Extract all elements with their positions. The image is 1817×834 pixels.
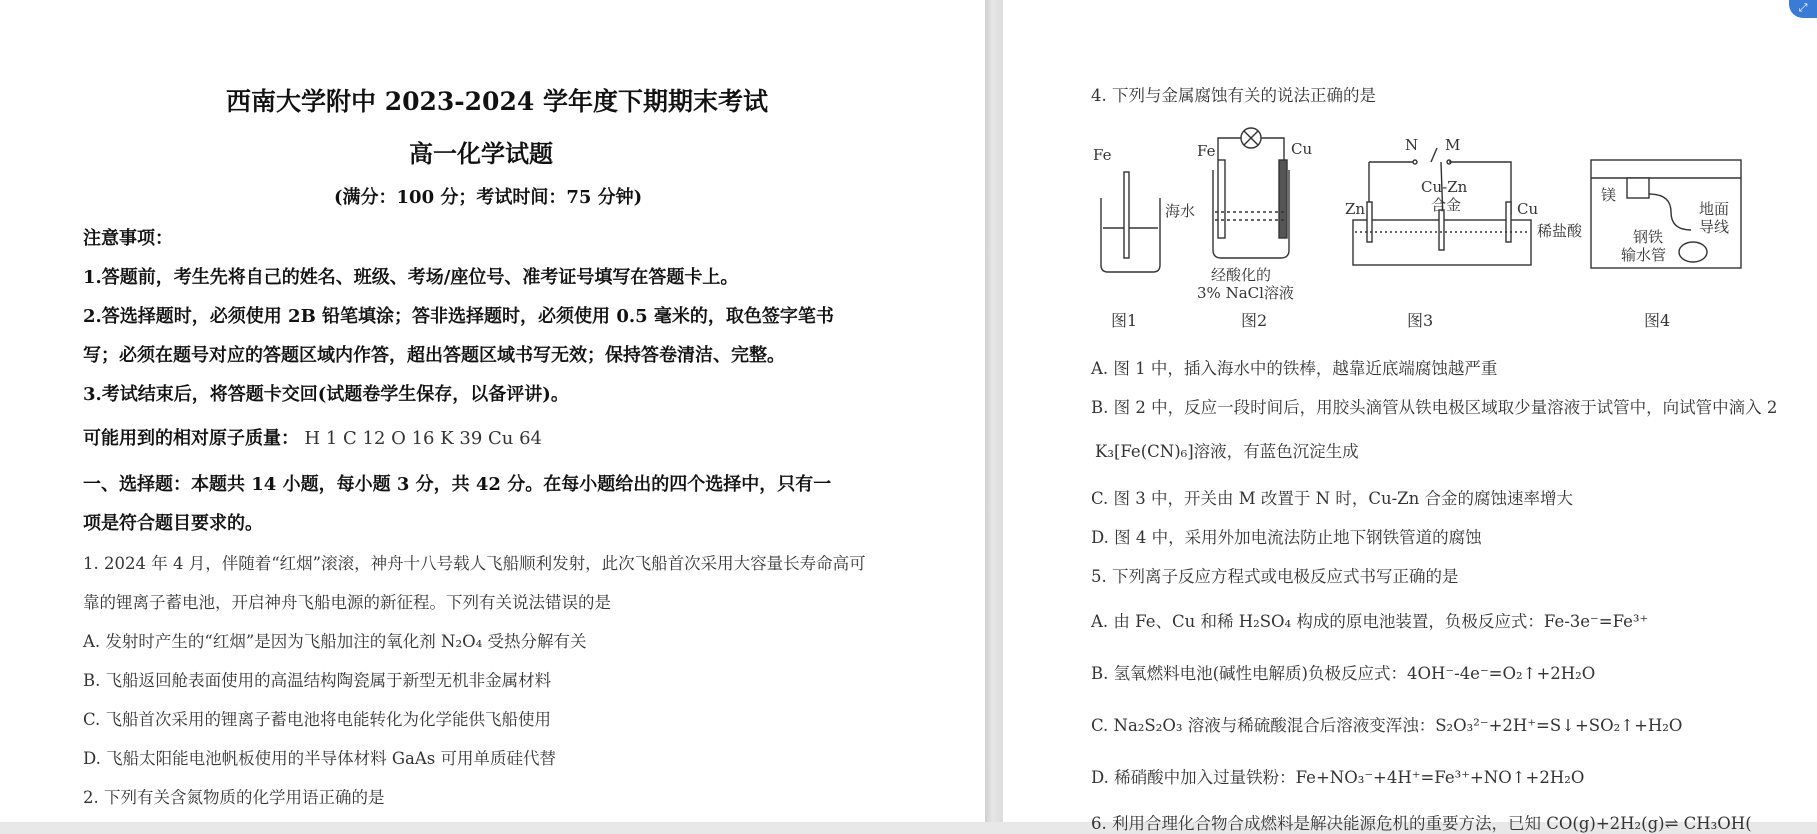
atomic-mass-label: 可能用到的相对原子质量： (83, 428, 299, 449)
q1-option-c: C. 飞船首次采用的锂离子蓄电池将电能转化为化学能供飞船使用 (83, 710, 552, 729)
fig4-ground-label: 地面 (1699, 200, 1730, 218)
fig4-mg-label: 镁 (1601, 186, 1617, 204)
notice-heading: 注意事项： (83, 228, 173, 249)
fig1-fe-label: Fe (1093, 146, 1112, 164)
q5-option-b: B. 氢氧燃料电池(碱性电解质)负极反应式：4OH⁻-4e⁻=O₂↑+2H₂O (1091, 664, 1596, 683)
expand-icon[interactable]: ⤢ (1789, 0, 1817, 18)
exam-title: 西南大学附中 2023-2024 学年度下期期末考试 (226, 87, 768, 116)
fig2-caption: 图2 (1241, 311, 1268, 330)
apparatus-figures (1091, 120, 1791, 335)
fig2-caption-line2: 3% NaCl溶液 (1197, 284, 1294, 302)
q4-option-a: A. 图 1 中，插入海水中的铁棒，越靠近底端腐蚀越严重 (1091, 359, 1498, 378)
fig1-seawater-label: 海水 (1165, 202, 1196, 220)
fig1-caption: 图1 (1111, 311, 1138, 330)
fig3-zn-label: Zn (1345, 200, 1366, 218)
fig3-hcl-label: 稀盐酸 (1537, 222, 1583, 240)
fig4-wire-label: 导线 (1699, 218, 1730, 236)
notice-3: 3.考试结束后，将答题卡交回(试题卷学生保存，以备评讲)。 (83, 384, 569, 405)
fig4-caption: 图4 (1644, 311, 1671, 330)
fig4-steel-label: 钢铁 (1633, 228, 1664, 246)
fig2-caption-line1: 经酸化的 (1211, 266, 1272, 284)
q4-option-b: B. 图 2 中，反应一段时间后，用胶头滴管从铁电极区域取少量溶液于试管中，向试管中滴入 2 (1091, 398, 1778, 417)
document-page-right (1003, 0, 1817, 833)
q1-option-a: A. 发射时产生的“红烟”是因为飞船加注的氧化剂 N₂O₄ 受热分解有关 (83, 632, 587, 651)
fig2-cu-label: Cu (1291, 140, 1313, 158)
notice-2-cont: 写；必须在题号对应的答题区域内作答，超出答题区域书写无效；保持答卷清洁、完整。 (83, 345, 785, 366)
fig3-alloy-label: 合金 (1431, 196, 1462, 214)
q4-option-b-cont: K₃[Fe(CN)₆]溶液，有蓝色沉淀生成 (1095, 442, 1359, 461)
notice-1: 1.答题前，考生先将自己的姓名、班级、考场/座位号、准考证号填写在答题卡上。 (83, 267, 739, 288)
fig2-fe-label: Fe (1197, 142, 1216, 160)
section-heading-cont: 项是符合题目要求的。 (83, 513, 263, 534)
section-heading: 一、选择题：本题共 14 小题，每小题 3 分，共 42 分。在每小题给出的四个选择中，只有一 (83, 474, 832, 495)
atomic-mass-values: H 1 C 12 O 16 K 39 Cu 64 (304, 428, 543, 449)
atomic-mass-line (83, 424, 542, 450)
q1-option-b: B. 飞船返回舱表面使用的高温结构陶瓷属于新型无机非金属材料 (83, 671, 552, 690)
exam-meta: (满分：100 分；考试时间：75 分钟) (334, 187, 643, 208)
q5-option-d: D. 稀硝酸中加入过量铁粉：Fe+NO₃⁻+4H⁺=Fe³⁺+NO↑+2H₂O (1091, 768, 1585, 787)
q5-option-a: A. 由 Fe、Cu 和稀 H₂SO₄ 构成的原电池装置，负极反应式：Fe-3e⁻=Fe³⁺ (1091, 612, 1649, 631)
q5-option-c: C. Na₂S₂O₃ 溶液与稀硫酸混合后溶液变浑浊：S₂O₃²⁻+2H⁺=S↓+SO₂↑+H₂O (1091, 716, 1683, 735)
q1-option-d: D. 飞船太阳能电池帆板使用的半导体材料 GaAs 可用单质硅代替 (83, 749, 557, 768)
q4-option-d: D. 图 4 中，采用外加电流法防止地下钢铁管道的腐蚀 (1091, 528, 1482, 547)
fig3-caption: 图3 (1407, 311, 1434, 330)
q2-stem: 2. 下列有关含氮物质的化学用语正确的是 (83, 788, 385, 807)
q6-stem-partial: 6. 利用合理化合物合成燃料是解决能源危机的重要方法，已知 CO(g)+2H₂(g)⇌ CH₃OH( (1091, 814, 1752, 833)
exam-subtitle: 高一化学试题 (409, 139, 553, 168)
q5-stem: 5. 下列离子反应方程式或电极反应式书写正确的是 (1091, 567, 1459, 586)
page-gutter (985, 0, 1003, 822)
fig4-pipe-label: 输水管 (1621, 246, 1667, 264)
fig3-cu-label: Cu (1517, 200, 1539, 218)
fig3-n-label: N (1405, 136, 1419, 154)
q4-stem: 4. 下列与金属腐蚀有关的说法正确的是 (1091, 86, 1376, 105)
q1-stem: 1. 2024 年 4 月，伴随着“红烟”滚滚，神舟十八号载人飞船顺利发射，此次飞船首次采用大容量长寿命高可 (83, 554, 866, 573)
fig3-m-label: M (1445, 136, 1461, 154)
q4-option-c: C. 图 3 中，开关由 M 改置于 N 时，Cu-Zn 合金的腐蚀速率增大 (1091, 489, 1573, 508)
notice-2: 2.答选择题时，必须使用 2B 铅笔填涂；答非选择题时，必须使用 0.5 毫米的，取色签字笔书 (83, 306, 834, 327)
q1-stem-cont: 靠的锂离子蓄电池，开启神舟飞船电源的新征程。下列有关说法错误的是 (83, 593, 611, 612)
fig3-cuzn-label: Cu-Zn (1421, 178, 1468, 196)
